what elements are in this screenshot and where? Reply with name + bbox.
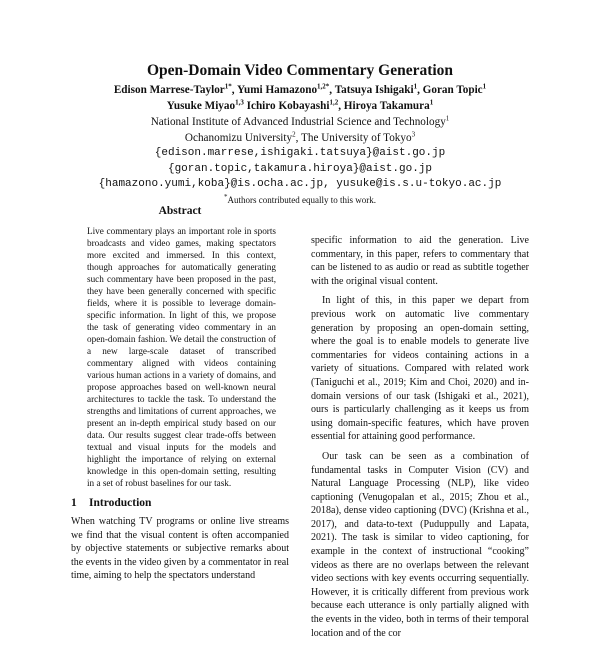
email-line-3: {hamazono.yumi,koba}@is.ocha.ac.jp, yusuke@is.s.u-tokyo.ac.jp <box>98 178 502 190</box>
paragraph-1: specific information to aid the generation. Live commentary, in this paper, refers to commentary that can be listened to as audio or read as subtitle together with the original visual content. <box>311 235 529 287</box>
email-line-2: {goran.topic,takamura.hiroya}@aist.go.jp <box>167 162 433 175</box>
authors-line-1: Edison Marrese-Taylor$^{1*}$, Yumi Hamazono$^{1,2*}$, Tatsuya Ishigaki$^1$, Goran Topic$^1$ <box>113 82 487 96</box>
introduction-body: When watching TV programs or online live streams we find that the visual content is often accompanied by objective statements or subjective remarks about the events in the video given by a commentator in real time, aiming to help the spectators understand <box>71 516 289 581</box>
abstract-heading: Abstract <box>158 205 202 217</box>
affiliation-2: Ochanomizu University$^2$, The University of Tokyo$^3$ <box>184 130 416 144</box>
right-column <box>311 234 529 646</box>
paper-title: Open-Domain Video Commentary Generation <box>146 62 454 79</box>
equal-contribution-note: *Authors contributed equally to this work. <box>224 192 376 205</box>
authors-line-2: Yusuke Miyao$^{1,3}$ Ichiro Kobayashi$^{1,2}$, Hiroya Takamura$^1$ <box>166 98 434 112</box>
section-heading-introduction <box>71 497 289 509</box>
left-column <box>71 205 289 583</box>
paragraph-2: In light of this, in this paper we depart from previous work on automatic live commentary generation by proposing an open-domain setting, where the goal is to enable models to generate live commentaries for videos containing actions in a variety of situations. Compared with related work (Taniguchi et al., 2019; Kim and Choi, 2020) and in-domain versions of our task (Ishigaki et al., 2021), ours is particularly challenging as it keeps us from using domain-specific features, which have proven essential for attaining good performance. <box>311 295 529 443</box>
section-title: Introduction <box>89 497 152 509</box>
author-block <box>0 82 600 207</box>
section-number: 1 <box>71 497 77 509</box>
email-line-1: {edison.marrese,ishigaki.tatsuya}@aist.go.jp <box>154 147 446 159</box>
abstract-body: Live commentary plays an important role in sports broadcasts and video games, making spectators more excited and immersed. In this context, though approaches for automatically generating such commentary have been proposed in the past, they have been generally concerned with specific fields, where it is possible to leverage domain-specific information. In light of this, we propose the task of generating video commentary in an open-domain fashion. We detail the construction of a new large-scale dataset of transcribed commentary aligned with videos containing various human actions in a variety of domains, and propose approaches based on well-known neural architectures to tackle the task. To understand the strengths and limitations of current approaches, we present an in-depth empirical study based on our data. Our results suggest clear trade-offs between textual and visual inputs for the models and highlight the importance of relying on external knowledge in this open-domain setting, resulting in a set of robust baselines for our task. <box>87 226 276 488</box>
affiliation-1: National Institute of Advanced Industrial Science and Technology$^1$ <box>150 114 450 128</box>
paragraph-3: Our task can be seen as a combination of fundamental tasks in Computer Vision (CV) and Natural Language Processing (NLP), like video captioning (Venugopalan et al., 2015; Zhou et al., 2018a), dense video captioning (DVC) (Krishna et al., 2017), and data-to-text (Puduppully and Lapata, 2021). The task is similar to video captioning, for example in the context of instructional “cooking” videos as there are no overlaps between the relevant video sections with key events occurring sequentially. However, it is critically different from previous work because each utterance is only partially aligned with the events in the video, both in terms of their temporal location and of the cor <box>311 450 529 639</box>
